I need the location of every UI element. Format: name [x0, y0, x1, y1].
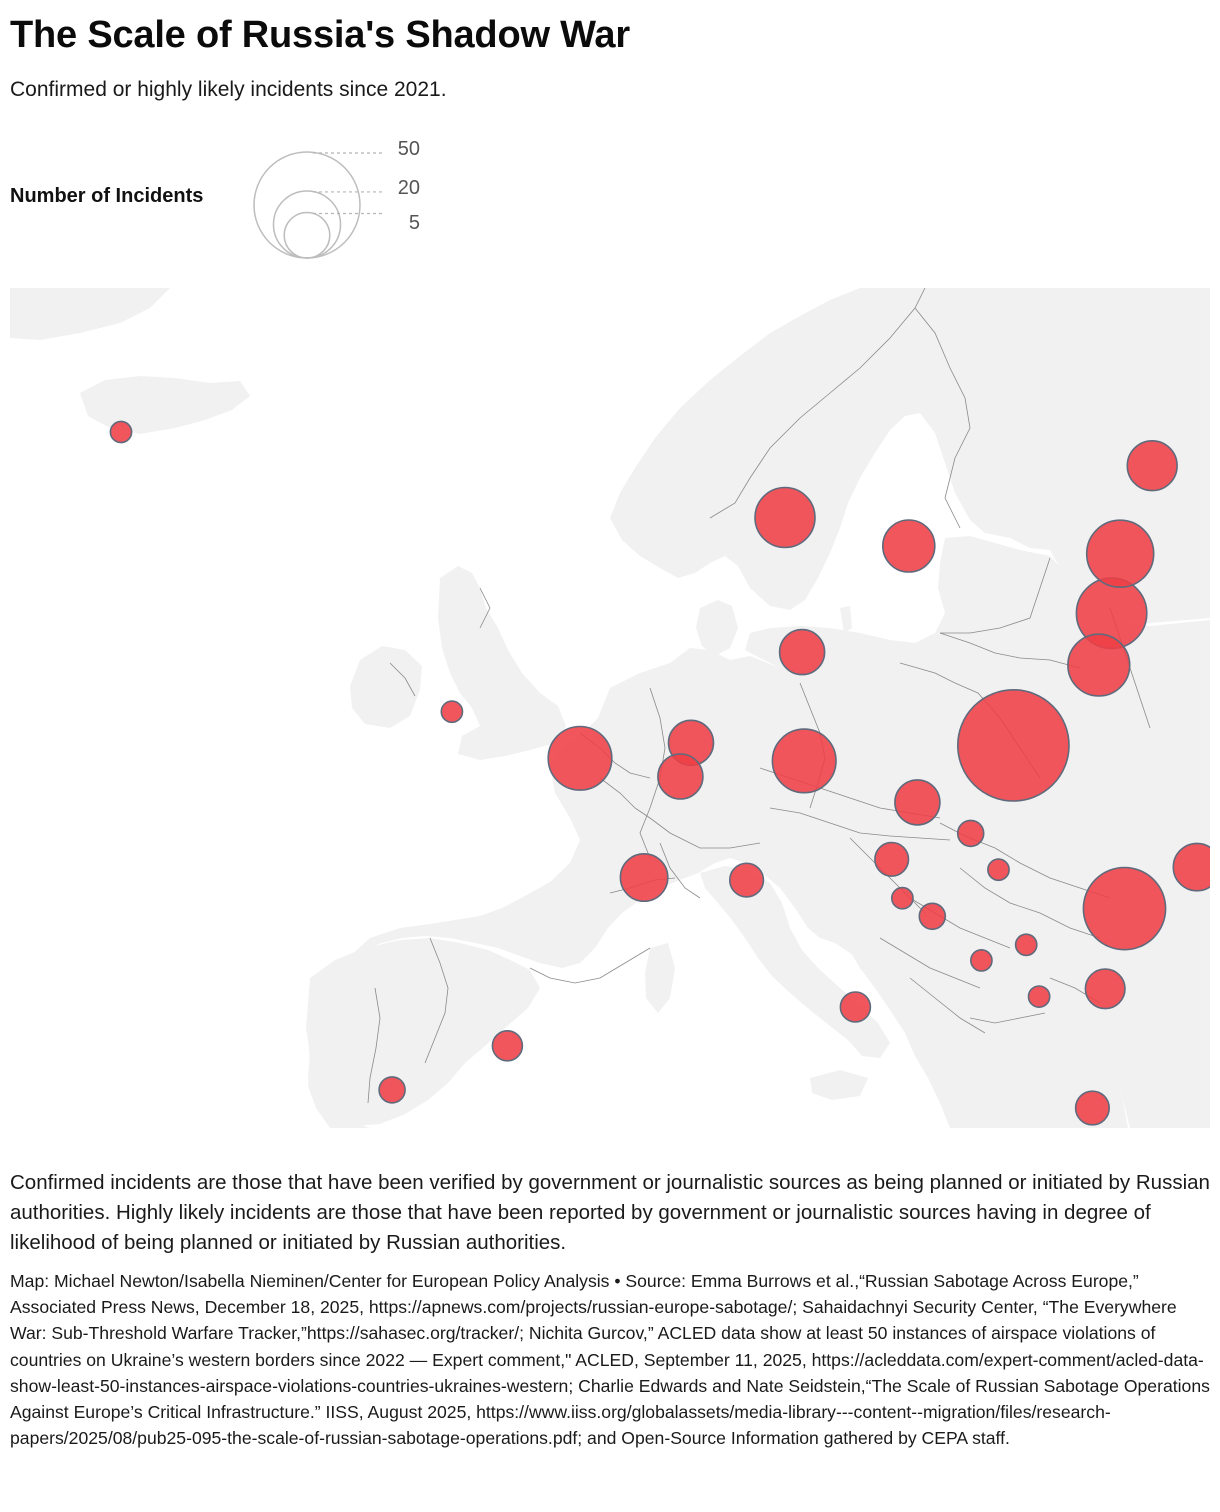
incident-marker-spain [492, 1031, 522, 1061]
legend-label-20: 20 [397, 177, 420, 199]
land-gotland [840, 606, 852, 633]
land-great-britain [438, 566, 566, 760]
incident-marker-sweden [883, 520, 935, 572]
land-greenland-edge [10, 288, 170, 340]
methodology-note: Confirmed incidents are those that have been verified by government or journalistic sources as being planned or initiated by Russian authorities. Highly likely incidents are those that have been reported by government or journalistic sources having in degree of likelihood of being planned or initiated by Russian authorities. [10, 1171, 1210, 1254]
incident-marker-montenegro-kosovo [1029, 986, 1050, 1007]
incident-marker-norway [755, 488, 815, 548]
incident-marker-united-kingdom [548, 727, 612, 791]
land-ireland [350, 646, 422, 728]
source-credits: Map: Michael Newton/Isabella Nieminen/Center for European Policy Analysis • Source: Emma Burrows et al.,“Russian Sabotage Across Europe,” Associated Press News, December 18, 2025, https://apnews.com/projects/russian-europe-sabotage/; Sahaidachnyi Security Center, “The Everywhere War: Sub-Threshold Warfare Tracker,”https://sahasec.org/tracker/; Nichita Gurcov,” ACLED data show at least 50 instances of airspace violations of countries on Ukraine’s western borders since 2022 — Expert comment," ACLED, September 11, 2025, https://acleddata.com/expert-comment/acled-data-show-least-50-instances-airspace-violations-countries-ukraines-western; Charlie Edwards and Nate Seidstein,“The Scale of Russian Sabotage Operations Against Europe’s Critical Infrastructure.” IISS, August 2025, https://www.iiss.org/globalassets/media-library---content--migration/files/research-papers/2025/08/pub25-095-the-scale-of-russian-sabotage-operations.pdf; and Open-Source Information gathered by CEPA staff. [10, 1271, 1210, 1449]
incident-marker-bulgaria [1085, 969, 1125, 1009]
incident-marker-estonia [1087, 520, 1154, 587]
incident-marker-iceland [110, 421, 131, 442]
legend-label-5: 5 [408, 212, 420, 234]
incident-marker-denmark [780, 630, 825, 675]
legend-circle-20 [273, 191, 340, 258]
incident-marker-finland [1127, 441, 1177, 491]
incident-marker-poland [958, 690, 1069, 801]
land-sicily [810, 1070, 868, 1100]
incident-marker-romania [1083, 868, 1165, 950]
incident-marker-italy [840, 992, 870, 1022]
incident-marker-slovakia [958, 820, 984, 846]
incident-marker-belgium [658, 754, 703, 799]
incident-marker-portugal [379, 1077, 405, 1103]
incident-marker-austria [875, 843, 909, 877]
incident-marker-ireland [441, 701, 462, 722]
page-title: The Scale of Russia's Shadow War [10, 14, 630, 56]
land-iceland [80, 376, 250, 434]
incident-marker-germany [772, 729, 836, 793]
incident-marker-hungary [988, 859, 1009, 880]
incident-marker-slovenia [892, 888, 913, 909]
legend-circle-50 [254, 152, 360, 258]
incident-marker-serbia [1016, 934, 1037, 955]
land-sardinia [645, 943, 675, 1013]
legend-label-50: 50 [397, 138, 420, 160]
legend-title: Number of Incidents [10, 185, 204, 207]
size-legend [0, 130, 460, 270]
europe-map [10, 288, 1210, 1128]
incident-marker-france [620, 854, 667, 901]
legend-circle-5 [284, 212, 330, 258]
incident-marker-lithuania [1068, 634, 1130, 696]
incident-marker-croatia [919, 903, 945, 929]
page-subtitle: Confirmed or highly likely incidents since 2021. [10, 78, 447, 101]
incident-marker-bosnia-herzegovina [971, 950, 992, 971]
map-svg [10, 288, 1210, 1128]
incident-marker-czechia [895, 780, 940, 825]
incident-marker-greece [1076, 1091, 1110, 1125]
land-denmark [696, 600, 738, 656]
incident-marker-switzerland [730, 863, 764, 897]
